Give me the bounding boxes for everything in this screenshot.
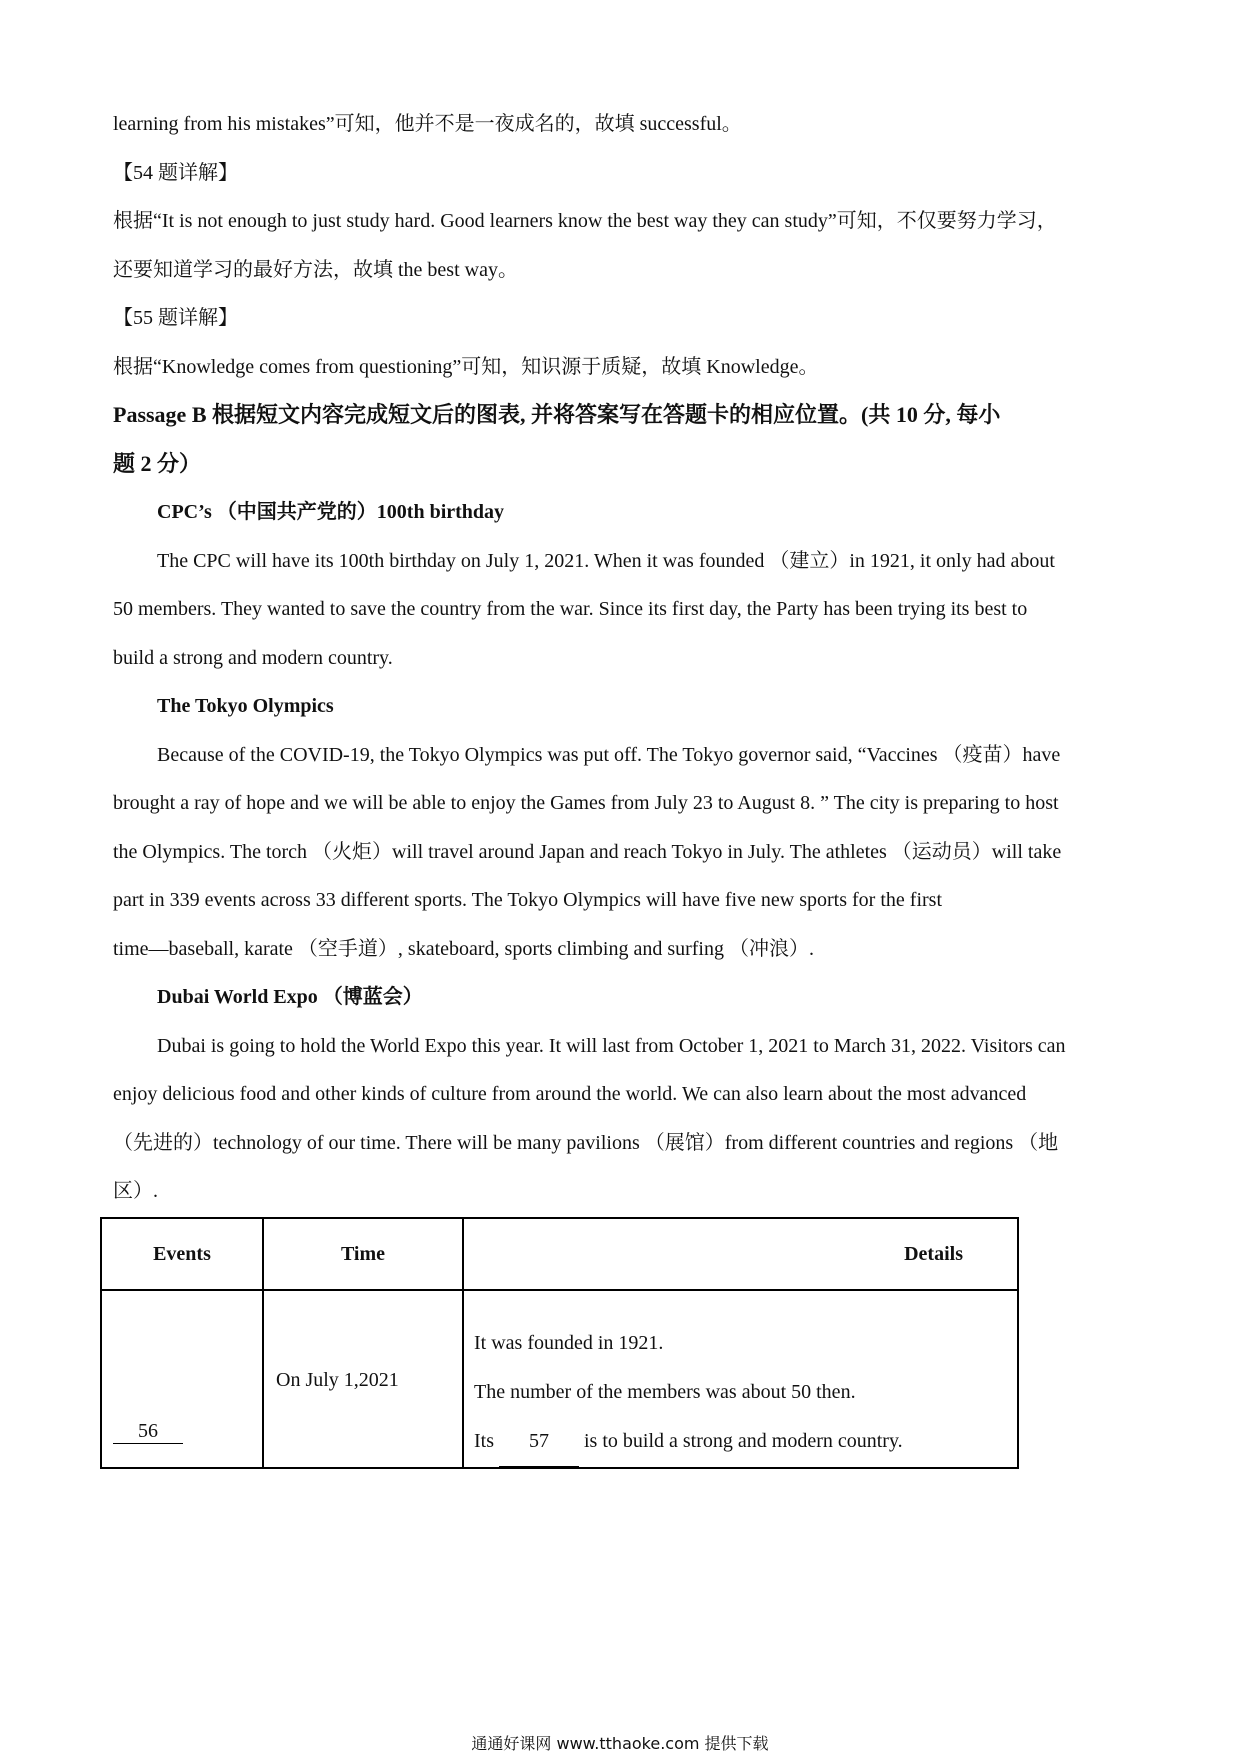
text-body <box>113 100 1143 1216</box>
explanation-line: 根据“Knowledge comes from questioning”可知，知识源于质疑，故填 Knowledge。 <box>113 355 819 378</box>
detail-suffix: is to build a strong and modern country. <box>584 1430 903 1452</box>
section-heading-expo: Dubai World Expo （博蓝会） <box>157 986 423 1008</box>
cell-details <box>463 1290 1018 1468</box>
detail-line <box>474 1417 1017 1467</box>
paragraph-line: Dubai is going to hold the World Expo this year. It will last from October 1, 2021 to March 31, 2022. Visitors can <box>157 1034 1066 1057</box>
events-table <box>100 1217 1019 1469</box>
table-row <box>101 1290 1018 1468</box>
header-details: Details <box>463 1218 1018 1290</box>
explanation-line: 根据“It is not enough to just study hard. Good learners know the best way they can study”可知，不仅要努力学习， <box>113 210 1057 232</box>
question-54-heading: 【54 题详解】 <box>113 161 238 184</box>
time-text: On July 1,2021 <box>276 1369 399 1391</box>
explanation-line: 还要知道学习的最好方法，故填 the best way。 <box>113 258 518 281</box>
page-footer: 通通好课网 www.tthaoke.com 提供下载 <box>471 1734 769 1753</box>
section-heading-cpc: CPC’s （中国共产党的）100th birthday <box>157 501 505 523</box>
header-events: Events <box>101 1218 263 1290</box>
paragraph-line: Because of the COVID-19, the Tokyo Olympics was put off. The Tokyo governor said, “Vaccines （疫苗）have <box>157 743 1061 766</box>
cell-time <box>263 1290 463 1468</box>
paragraph-line: （先进的）technology of our time. There will be many pavilions （展馆）from different countries and regions （地 <box>113 1131 1059 1154</box>
blank-56: 56 <box>113 1420 183 1444</box>
paragraph-line: enjoy delicious food and other kinds of culture from around the world. We can also learn about the most advanced <box>113 1083 1027 1105</box>
detail-line: The number of the members was about 50 then. <box>474 1381 856 1403</box>
paragraph-line: time—baseball, karate （空手道）, skateboard, sports climbing and surfing （冲浪）. <box>113 937 814 960</box>
passage-b-instruction: Passage B 根据短文内容完成短文后的图表, 并将答案写在答题卡的相应位置。(共 10 分, 每小 <box>113 402 1001 427</box>
paragraph-line: build a strong and modern country. <box>113 646 393 669</box>
detail-prefix: Its <box>474 1430 494 1452</box>
blank-57: 57 <box>499 1417 579 1467</box>
paragraph-line: 50 members. They wanted to save the country from the war. Since its first day, the Party has been trying its best to <box>113 598 1028 620</box>
table-header-row <box>101 1218 1018 1290</box>
header-time: Time <box>263 1218 463 1290</box>
passage-b-instruction-cont: 题 2 分） <box>113 450 202 476</box>
cell-event <box>101 1290 263 1468</box>
question-55-heading: 【55 题详解】 <box>113 307 238 329</box>
paragraph-line: the Olympics. The torch （火炬）will travel around Japan and reach Tokyo in July. The athletes （运动员）will take <box>113 840 1062 863</box>
paragraph-line: 区）. <box>113 1180 158 1202</box>
section-heading-olympics: The Tokyo Olympics <box>157 695 334 717</box>
paragraph-line: The CPC will have its 100th birthday on July 1, 2021. When it was founded （建立）in 1921, it only had about <box>157 549 1055 572</box>
detail-line: It was founded in 1921. <box>474 1332 664 1354</box>
paragraph-line: part in 339 events across 33 different sports. The Tokyo Olympics will have five new sports for the first <box>113 889 942 911</box>
explanation-line: learning from his mistakes”可知，他并不是一夜成名的，故填 successful。 <box>113 113 742 135</box>
paragraph-line: brought a ray of hope and we will be able to enjoy the Games from July 23 to August 8. ” The city is preparing to host <box>113 792 1059 814</box>
